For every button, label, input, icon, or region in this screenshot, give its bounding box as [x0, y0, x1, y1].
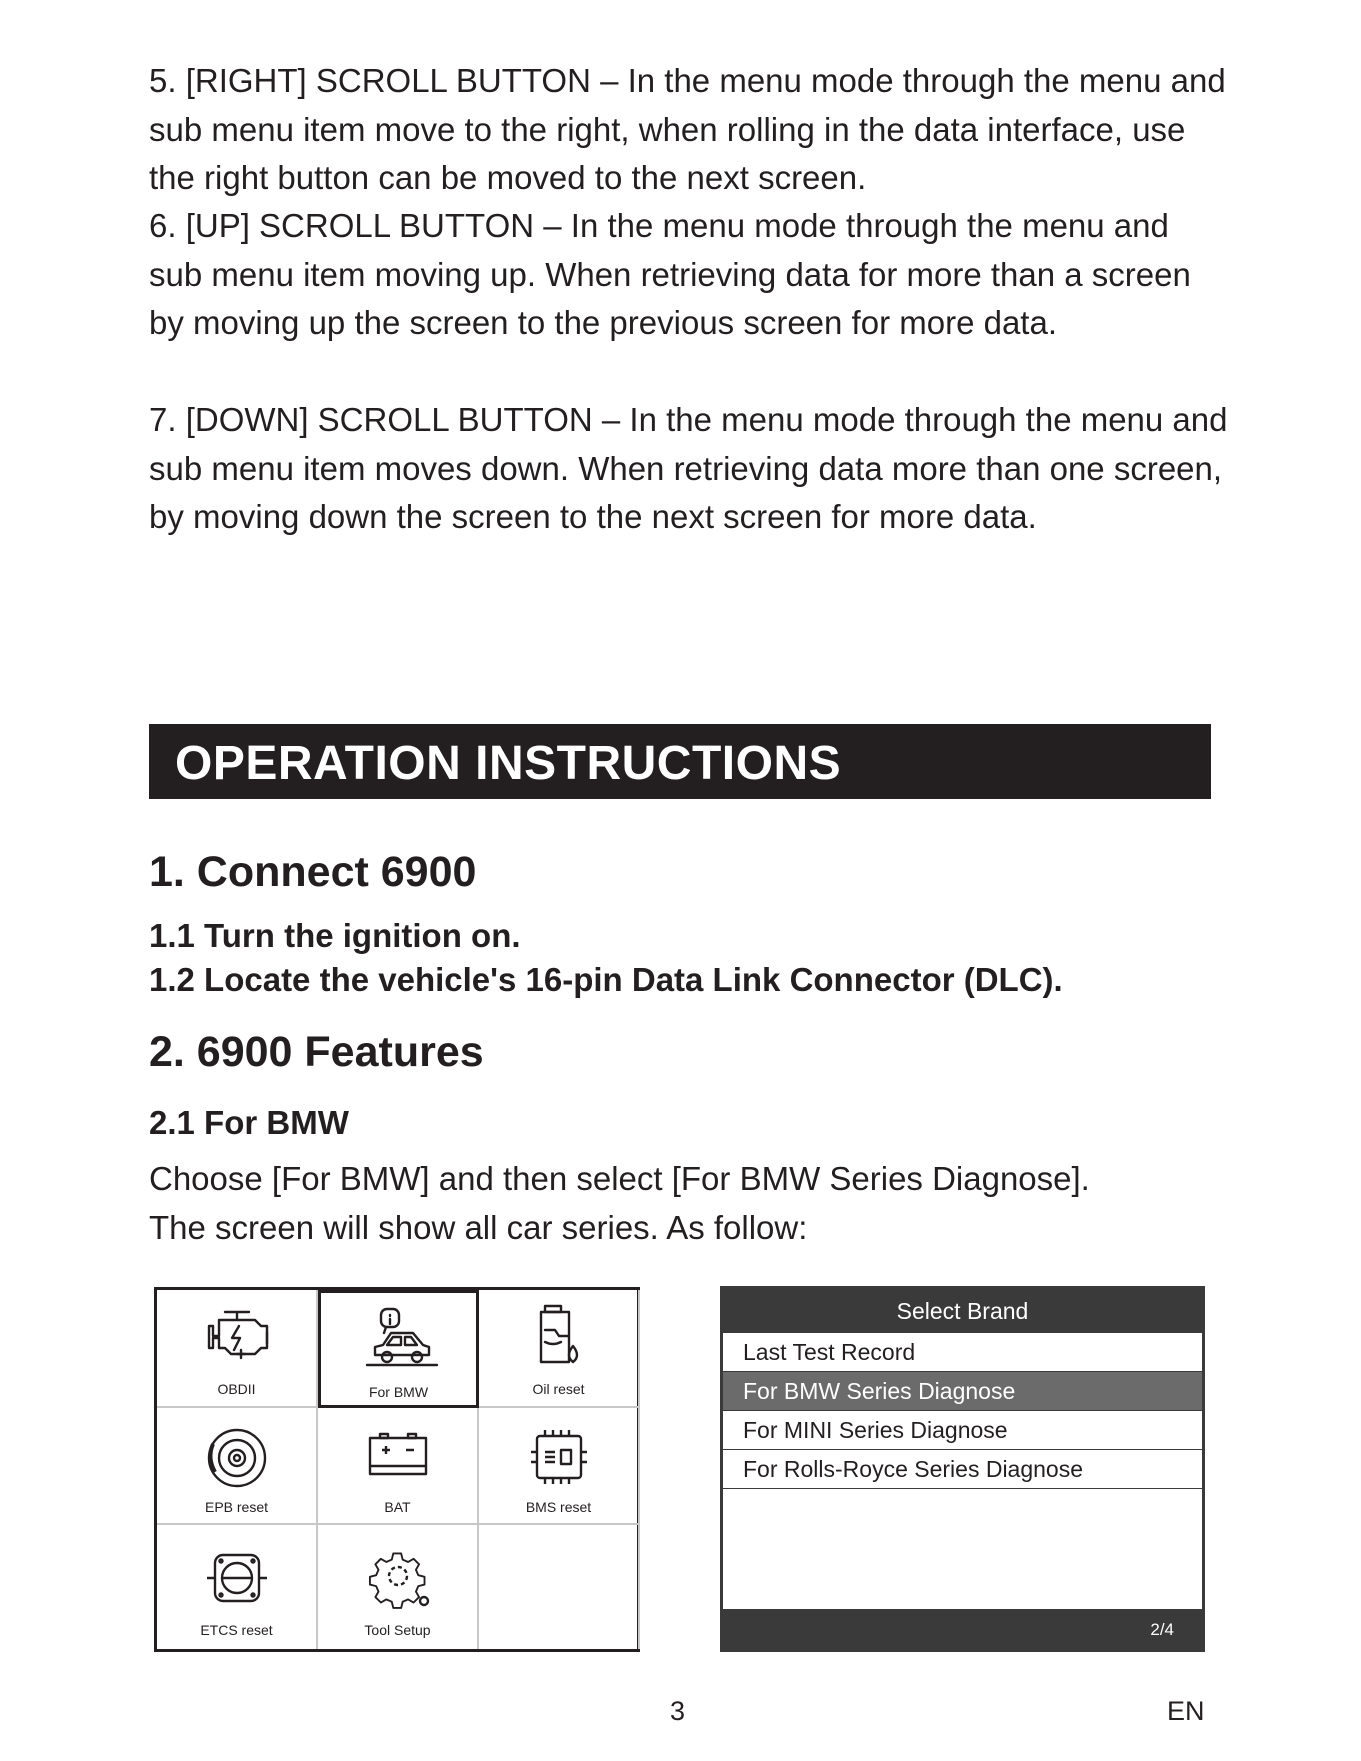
grid-cell-oil-reset[interactable]	[479, 1290, 640, 1408]
grid-label: BAT	[384, 1499, 411, 1515]
grid-cell-bms-reset[interactable]	[479, 1408, 640, 1525]
up-scroll-paragraph: 6. [UP] SCROLL BUTTON – In the menu mode through the menu and sub menu item moving up. When retrieving data for more than a screen by moving up the screen to the previous screen for more data.	[149, 207, 1191, 341]
grid-cell-bat[interactable]	[318, 1408, 479, 1525]
for-bmw-subheading: 2.1 For BMW	[149, 1104, 349, 1141]
grid-label: For BMW	[368, 1384, 429, 1400]
grid-cell-for-bmw[interactable]	[318, 1290, 479, 1408]
gear-icon	[358, 1541, 438, 1611]
throttle-body-icon	[197, 1545, 277, 1615]
grid-cell-tool-setup[interactable]	[318, 1525, 479, 1649]
language-code: EN	[1167, 1696, 1205, 1726]
for-bmw-line-2: The screen will show all car series. As follow:	[149, 1208, 808, 1246]
brake-disc-icon	[197, 1422, 277, 1492]
bms-chip-icon	[519, 1422, 599, 1492]
down-scroll-paragraph: 7. [DOWN] SCROLL BUTTON – In the menu mode through the menu and sub menu item moves down. When retrieving data more than one screen, by moving down the screen to the next screen for more data.	[149, 401, 1228, 535]
grid-label: OBDII	[217, 1381, 256, 1397]
step-locate-dlc: 1.2 Locate the vehicle's 16-pin Data Link Connector (DLC).	[149, 961, 1063, 998]
step-ignition: 1.1 Turn the ignition on.	[149, 917, 521, 954]
main-menu-grid	[154, 1287, 640, 1652]
grid-label: Tool Setup	[364, 1622, 431, 1638]
menu-item-mini-series[interactable]: For MINI Series Diagnose	[723, 1411, 1202, 1450]
grid-label: Oil reset	[532, 1381, 585, 1397]
menu-item-rolls-royce-series[interactable]: For Rolls-Royce Series Diagnose	[723, 1450, 1202, 1489]
grid-label: BMS reset	[525, 1499, 592, 1515]
grid-cell-epb-reset[interactable]	[157, 1408, 318, 1525]
select-brand-screen	[720, 1286, 1205, 1652]
connect-heading: 1. Connect 6900	[149, 848, 477, 896]
right-scroll-paragraph: 5. [RIGHT] SCROLL BUTTON – In the menu mode through the menu and sub menu item move to the right, when rolling in the data interface, use the right button can be moved to the next screen.	[149, 62, 1226, 196]
for-bmw-line-1: Choose [For BMW] and then select [For BMW Series Diagnose].	[149, 1160, 1090, 1197]
grid-cell-obdii[interactable]	[157, 1290, 318, 1408]
car-info-icon	[361, 1307, 441, 1377]
grid-cell-etcs-reset[interactable]	[157, 1525, 318, 1649]
grid-label: EPB reset	[204, 1499, 269, 1515]
battery-icon	[358, 1422, 438, 1492]
screen-title: Select Brand	[723, 1289, 1202, 1333]
grid-label: ETCS reset	[200, 1622, 273, 1638]
section-banner	[149, 724, 1211, 799]
screen-footer	[723, 1609, 1202, 1649]
features-heading: 2. 6900 Features	[149, 1028, 484, 1076]
menu-item-last-test-record[interactable]: Last Test Record	[723, 1333, 1202, 1372]
page-indicator: 2/4	[1150, 1620, 1174, 1639]
oil-can-icon	[519, 1304, 599, 1374]
for-bmw-paragraph	[149, 1155, 1229, 1252]
page-number: 3	[670, 1696, 686, 1726]
menu-item-bmw-series[interactable]: For BMW Series Diagnose	[723, 1372, 1202, 1411]
engine-icon	[197, 1304, 277, 1374]
grid-cell-empty	[479, 1525, 640, 1649]
banner-title: OPERATION INSTRUCTIONS	[175, 737, 842, 790]
